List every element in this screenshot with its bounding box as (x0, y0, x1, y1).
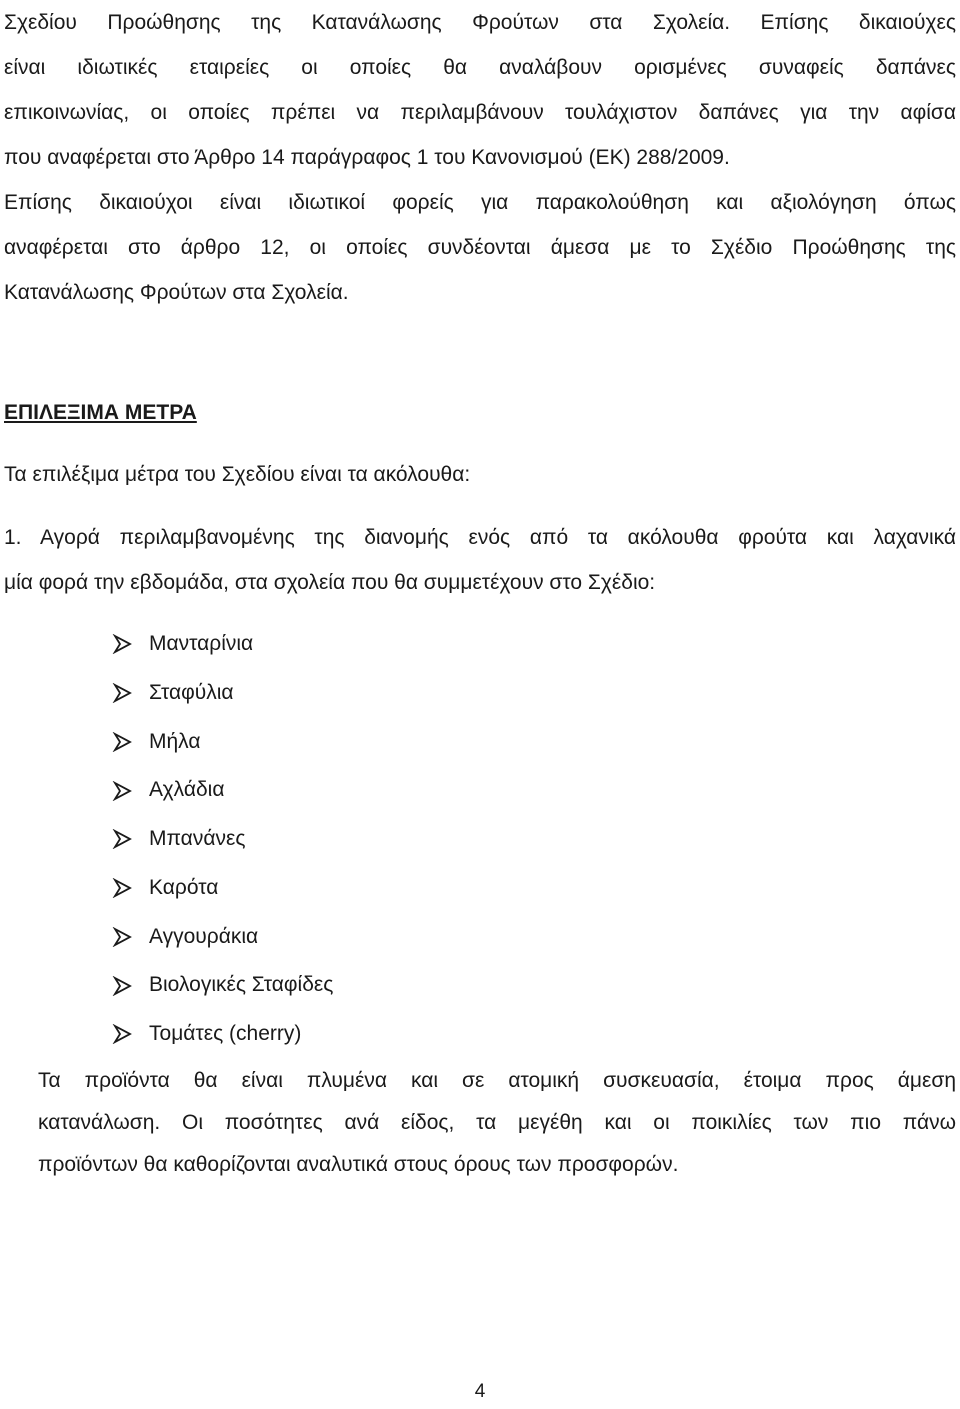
measures-intro: Τα επιλέξιμα μέτρα του Σχεδίου είναι τα ακόλουθα: (4, 463, 471, 486)
measure-line: μία φορά την εβδομάδα, στα σχολεία που θα συμμετέχουν στο Σχέδιο: (4, 571, 656, 594)
list-item (112, 766, 333, 815)
list-item (112, 1010, 333, 1059)
arrowhead-bullet-icon (112, 878, 132, 898)
arrowhead-bullet-icon (112, 976, 132, 996)
list-item-label: Αγγουράκια (149, 924, 259, 948)
paragraph-line: αναφέρεται στο άρθρο 12, οι οποίες συνδέονται άμεσα με το Σχέδιο Προώθησης της (4, 236, 956, 259)
section-heading: ΕΠΙΛΕΞΙΜΑ ΜΕΤΡΑ (4, 401, 197, 424)
list-item-label: Τομάτες (cherry) (149, 1022, 302, 1045)
list-item-label: Μανταρίνια (149, 632, 254, 655)
measure-item-1 (4, 515, 956, 605)
arrowhead-bullet-icon (112, 1024, 132, 1044)
arrowhead-bullet-icon (112, 927, 132, 947)
list-item-label: Μπανάνες (149, 827, 246, 850)
list-item-label: Αχλάδια (149, 778, 225, 802)
product-list (112, 620, 333, 1059)
intro-line: επικοινωνίας, οι οποίες πρέπει να περιλαμβάνουν τουλάχιστον δαπάνες για την αφίσα (4, 101, 956, 124)
intro-line: είναι ιδιωτικές εταιρείες οι οποίες θα αναλάβουν ορισμένες συναφείς δαπάνες (4, 56, 956, 79)
paragraph-line: Τα προϊόντα θα είναι πλυμένα και σε ατομική συσκευασία, έτοιμα προς άμεση (38, 1069, 956, 1092)
list-item (112, 718, 333, 767)
closing-paragraph (38, 1060, 956, 1186)
intro-line: που αναφέρεται στο Άρθρο 14 παράγραφος 1 του Κανονισμού (ΕΚ) 288/2009. (4, 146, 730, 169)
arrowhead-bullet-icon (112, 732, 132, 752)
list-item (112, 961, 333, 1010)
arrowhead-bullet-icon (112, 829, 132, 849)
list-item-label: Καρότα (149, 875, 219, 899)
paragraph-line: κατανάλωση. Οι ποσότητες ανά είδος, τα μεγέθη και οι ποικιλίες των πιο πάνω (38, 1111, 956, 1134)
list-item (112, 864, 333, 913)
paragraph-line: Κατανάλωσης Φρούτων στα Σχολεία. (4, 281, 349, 304)
paragraph-line: προϊόντων θα καθορίζονται αναλυτικά στους όρους των προσφορών. (38, 1153, 679, 1176)
page-number: 4 (474, 1381, 486, 1402)
intro-line: Σχεδίου Προώθησης της Κατανάλωσης Φρούτων στα Σχολεία. Επίσης δικαιούχες (4, 11, 956, 34)
list-item-label: Μήλα (149, 729, 201, 753)
list-item-label: Σταφύλια (149, 680, 234, 704)
list-item (112, 913, 333, 962)
list-item (112, 669, 333, 718)
list-item (112, 815, 333, 864)
beneficiaries-paragraph (4, 180, 956, 315)
paragraph-line: Επίσης δικαιούχοι είναι ιδιωτικοί φορείς για παρακολούθηση και αξιολόγηση όπως (4, 191, 956, 214)
arrowhead-bullet-icon (112, 634, 132, 654)
intro-paragraph (4, 0, 956, 180)
arrowhead-bullet-icon (112, 781, 132, 801)
list-item (112, 620, 333, 669)
list-item-label: Βιολογικές Σταφίδες (149, 973, 334, 997)
arrowhead-bullet-icon (112, 683, 132, 703)
measure-line: 1. Αγορά περιλαμβανομένης της διανομής ενός από τα ακόλουθα φρούτα και λαχανικά (4, 526, 956, 549)
